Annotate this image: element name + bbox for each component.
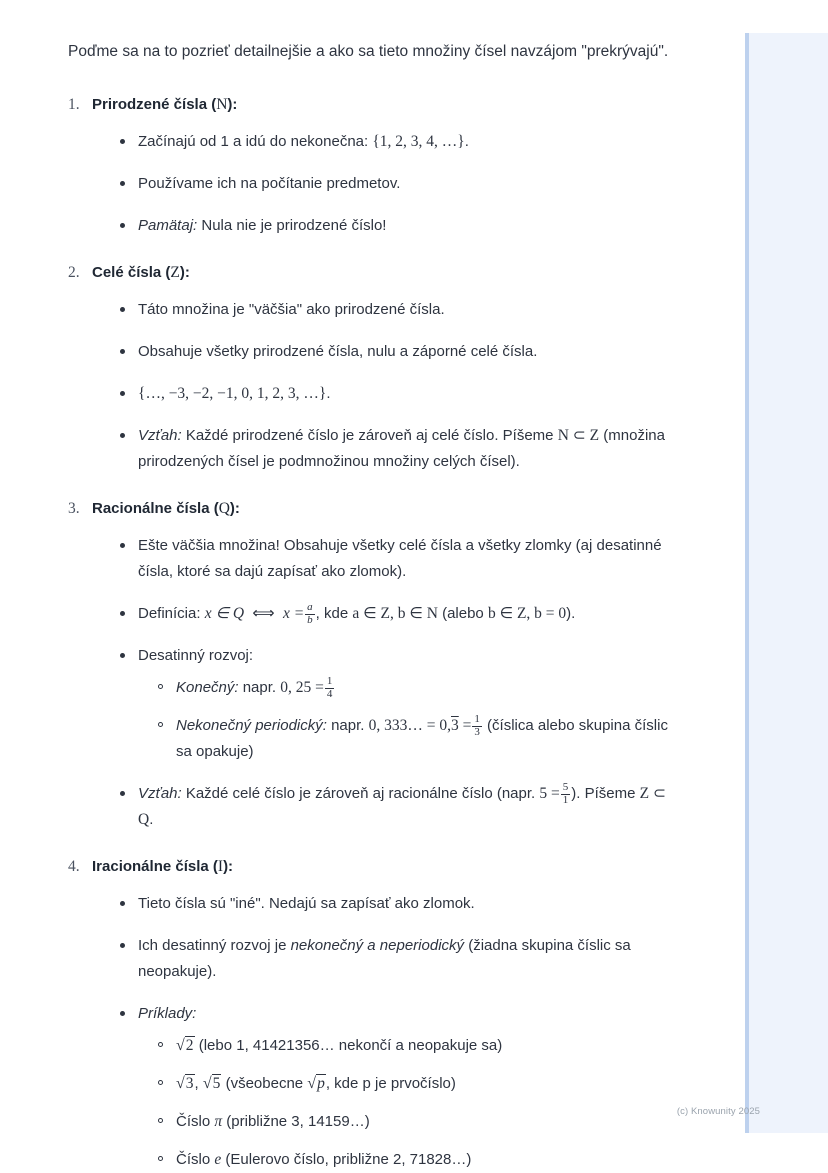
bullet-text-tail: . (326, 385, 331, 402)
list-item (118, 781, 685, 833)
list-item (118, 423, 685, 475)
bullet-emphasis: Príklady: (138, 1005, 197, 1022)
bullet-list (92, 891, 685, 1173)
section-integers (68, 261, 685, 475)
math-expression: {1, 2, 3, 4, …} (372, 133, 465, 150)
definition-text: (alebo (437, 605, 488, 622)
radicand: 5 (212, 1075, 221, 1092)
radical-sign-icon: √ (176, 1075, 185, 1092)
sub-bullet-emphasis: Nekonečný periodický: (176, 717, 327, 734)
section-title-suffix: ): (223, 858, 234, 875)
sub-list-item (156, 1033, 685, 1059)
fraction-numerator: a (307, 600, 313, 613)
definition-text: ). (566, 605, 576, 622)
fraction-denominator: 1 (562, 793, 569, 806)
list-item (118, 533, 685, 585)
sub-list-item (156, 675, 685, 701)
section-natural-numbers (68, 93, 685, 239)
fraction-numerator: 1 (326, 674, 333, 687)
list-item (118, 339, 685, 365)
bullet-text: Používame ich na počítanie predmetov. (138, 175, 401, 192)
math-expression: 0, 25 = (280, 679, 324, 696)
fraction-one-quarter (325, 676, 335, 700)
section-title-text: Racionálne čísla ( (92, 500, 219, 517)
bullet-text: Každé prirodzené číslo je zároveň aj celé číslo. Píšeme (181, 427, 558, 444)
radical-sign-icon: √ (176, 1037, 185, 1054)
radicand: 3 (185, 1075, 194, 1092)
radical-sign-icon: √ (307, 1075, 317, 1092)
list-item (118, 297, 685, 323)
math-expression: x ∈ Q (204, 605, 245, 622)
section-title (92, 497, 685, 521)
bullet-text: Desatinný rozvoj: (138, 647, 254, 664)
intro-paragraph: Poďme sa na to pozrieť detailnejšie a ako sa tieto množiny čísel navzájom "prekrývajú". (68, 43, 669, 60)
section-title-text: Celé čísla ( (92, 264, 171, 281)
fraction-one-third (472, 714, 482, 738)
fraction-numerator: 1 (474, 712, 480, 725)
bullet-emphasis: Pamätaj: (138, 217, 198, 234)
section-title (92, 93, 685, 117)
bullet-text-tail: (množina prirodzených čísel je podmnožinou množiny celých čísel). (138, 427, 665, 470)
section-symbol: I (217, 858, 224, 875)
sub-bullet-text: napr. (238, 679, 281, 696)
math-expression: = (458, 717, 472, 734)
sub-bullet-list (138, 1033, 685, 1173)
fraction-denominator: b (307, 613, 313, 626)
bullet-emphasis: Vzťah: (138, 785, 182, 802)
math-expression: 5 = (539, 785, 560, 802)
iff-arrow-icon: ⟺ (252, 605, 275, 622)
math-expression: N ⊂ Z (557, 427, 600, 444)
list-item (118, 381, 685, 407)
bullet-text: Ešte väčšia množina! Obsahuje všetky celé čísla a všetky zlomky (aj desatinné čísla, ktoré sa dajú zapísať ako zlomok). (138, 537, 662, 580)
sub-bullet-text-tail: , kde p je prvočíslo) (325, 1075, 456, 1092)
bullet-text: Každé celé číslo je zároveň aj racionálne číslo (napr. (181, 785, 540, 802)
sqrt-2-expression (176, 1036, 195, 1054)
sub-bullet-emphasis: Konečný: (176, 679, 239, 696)
fraction-numerator: 5 (562, 780, 569, 793)
bullet-text: Nula nie je prirodzené číslo! (197, 217, 387, 234)
sub-bullet-text: napr. (326, 717, 369, 734)
pi-symbol: π (214, 1113, 223, 1130)
section-irrational-numbers (68, 855, 685, 1173)
bullet-emphasis: nekonečný a neperiodický (290, 937, 465, 954)
sub-bullet-text-tail: (lebo 1, 41421356… nekončí a neopakuje sa) (194, 1037, 503, 1054)
sub-bullet-text-tail: (číslica alebo skupina číslic sa opakuje) (176, 717, 668, 760)
fraction-a-over-b (305, 602, 315, 626)
bullet-emphasis: Vzťah: (138, 427, 182, 444)
section-title-suffix: ): (229, 500, 240, 517)
number-sets-list (68, 93, 685, 1173)
bullet-text: Ich desatinný rozvoj je (138, 937, 291, 954)
euler-symbol: e (214, 1151, 222, 1168)
bullet-text: Táto množina je "väčšia" ako prirodzené čísla. (138, 301, 445, 318)
list-item-definition (118, 601, 685, 627)
math-expression: x = (282, 605, 305, 622)
list-item (118, 171, 685, 197)
sqrt-p-expression (307, 1074, 326, 1092)
bullet-text: Začínajú od 1 a idú do nekonečna: (138, 133, 373, 150)
math-expression: b ∈ Z, b = 0 (487, 605, 567, 622)
math-expression: a ∈ Z, b ∈ N (352, 605, 438, 622)
bullet-text-tail: . (149, 811, 154, 828)
separator-comma: , (194, 1075, 203, 1092)
section-symbol: Q (218, 500, 230, 517)
sub-bullet-text: (všeobecne (221, 1075, 308, 1092)
list-item (118, 129, 685, 155)
bullet-list (92, 533, 685, 833)
sub-list-item (156, 1071, 685, 1097)
sub-bullet-text: Číslo (176, 1113, 215, 1130)
bullet-text-tail: . (464, 133, 469, 150)
definition-text: , kde (315, 605, 353, 622)
math-expression: Z ⊂ Q (138, 785, 666, 828)
sqrt-5-expression (203, 1074, 222, 1092)
copyright-footer: (c) Knowunity 2025 (676, 1106, 760, 1117)
radical-sign-icon: √ (202, 1075, 212, 1092)
bullet-text: Tieto čísla sú "iné". Nedajú sa zapísať ako zlomok. (138, 895, 475, 912)
list-item (118, 643, 685, 765)
radicand: p (317, 1075, 325, 1092)
list-item (118, 213, 685, 239)
list-item (118, 1001, 685, 1173)
bullet-text-tail: (žiadna skupina číslic sa neopakuje). (138, 937, 631, 980)
bullet-list (92, 297, 685, 475)
section-title-text: Iracionálne čísla ( (92, 858, 218, 875)
section-rational-numbers (68, 497, 685, 833)
repeating-digit-overline: 3 (451, 717, 459, 734)
section-symbol: N (216, 96, 228, 113)
sqrt-3-expression (176, 1074, 195, 1092)
section-title-suffix: ): (227, 96, 238, 113)
section-symbol: Z (170, 264, 180, 281)
bullet-list (92, 129, 685, 239)
fraction-denominator: 3 (474, 725, 480, 738)
fraction-five-over-one (561, 782, 571, 806)
list-item (118, 933, 685, 985)
section-title (92, 855, 685, 879)
right-decorative-panel (745, 33, 828, 1133)
definition-label: Definícia: (138, 605, 205, 622)
sub-list-item (156, 713, 685, 765)
sub-list-item (156, 1147, 685, 1173)
math-expression: {…, −3, −2, −1, 0, 1, 2, 3, …} (138, 385, 327, 402)
sub-bullet-text-tail: (približne 3, 14159…) (222, 1113, 370, 1130)
sub-bullet-list (138, 675, 685, 765)
sub-bullet-text-tail: (Eulerovo číslo, približne 2, 71828…) (221, 1151, 472, 1168)
bullet-text-tail: ). Píšeme (571, 785, 640, 802)
bullet-text: Obsahuje všetky prirodzené čísla, nulu a záporné celé čísla. (138, 343, 538, 360)
list-item (118, 891, 685, 917)
math-expression: 0, 333… = 0, (368, 717, 451, 734)
sub-bullet-text: Číslo (176, 1151, 215, 1168)
section-title-suffix: ): (179, 264, 190, 281)
section-title (92, 261, 685, 285)
section-title-text: Prirodzené čísla ( (92, 96, 217, 113)
radicand: 2 (185, 1037, 194, 1054)
fraction-denominator: 4 (326, 687, 333, 700)
